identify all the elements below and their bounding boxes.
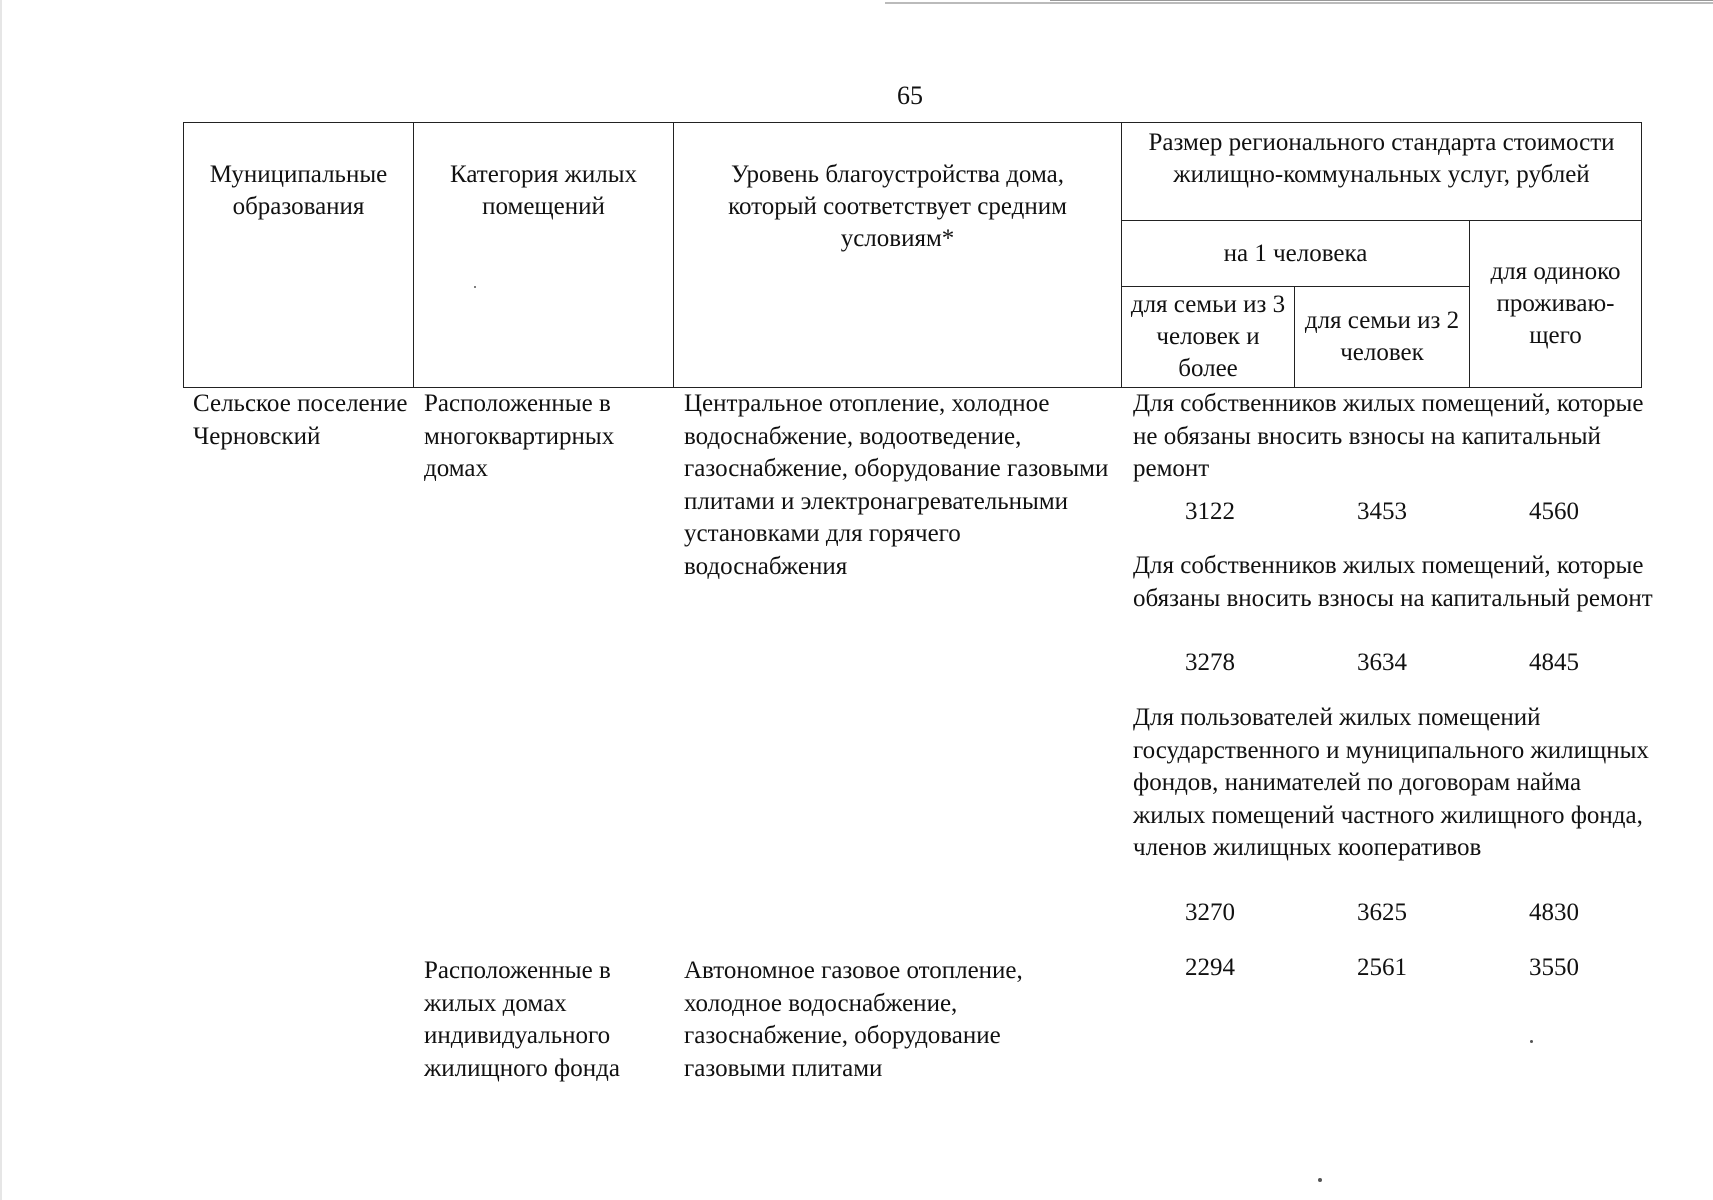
scan-speck [1318, 1178, 1322, 1182]
level-individual: Автономное газовое отопление, холодное водоснабжение, газоснабжение, оборудование газовыми плитами [684, 957, 1023, 1082]
group-1-value-family2: 3453 [1357, 498, 1407, 525]
municipality-name: Сельское поселение Черновский [193, 390, 408, 450]
group-3-value-single: 4830 [1529, 899, 1579, 926]
group-3-value-family2: 3625 [1357, 899, 1407, 926]
header-family3: для семьи из 3 человек и более [1122, 287, 1295, 388]
scan-top-edge-2 [1050, 0, 1713, 1]
table-header [183, 122, 1642, 388]
group-3-title: Для пользователей жилых помещений государственного и муниципального жилищных фондов, нанимателей по договорам найма жилых помещений частного жилищного фонда, членов жилищных кооперативов [1133, 704, 1649, 861]
group-1-value-family3: 3122 [1185, 498, 1235, 525]
category-apartment: Расположенные в многоквартирных домах [424, 390, 615, 482]
group-2-value-single: 4845 [1529, 649, 1579, 676]
group-1-title: Для собственников жилых помещений, которые не обязаны вносить взносы на капитальный ремонт [1133, 390, 1644, 482]
group-2-value-family3: 3278 [1185, 649, 1235, 676]
scan-top-edge [885, 2, 1713, 4]
scan-speck [1530, 1040, 1533, 1043]
header-level: Уровень благоустройства дома, который соответствует средним условиям* [674, 123, 1122, 388]
category-individual: Расположенные в жилых домах индивидуального жилищного фонда [424, 957, 620, 1082]
group-2-value-family2: 3634 [1357, 649, 1407, 676]
header-family2: для семьи из 2 человек [1295, 287, 1470, 388]
scan-speck [474, 286, 476, 288]
level-apartment: Центральное отопление, холодное водоснабжение, водоотведение, газоснабжение, оборудование газовыми плитами и электронагревательными установками для горячего водоснабжения [684, 390, 1109, 580]
group-2-title: Для собственников жилых помещений, которые обязаны вносить взносы на капитальный ремонт [1133, 552, 1653, 612]
group-1-value-single: 4560 [1529, 498, 1579, 525]
header-municipality: Муниципальные образования [184, 123, 414, 388]
individual-value-family2: 2561 [1357, 954, 1407, 981]
scan-left-edge [0, 0, 2, 1200]
individual-value-family3: 2294 [1185, 954, 1235, 981]
header-size-group: Размер регионального стандарта стоимости жилищно-коммунальных услуг, рублей [1122, 123, 1642, 221]
header-single: для одиноко проживаю-щего [1470, 221, 1642, 388]
header-category: Категория жилых помещений [414, 123, 674, 388]
individual-value-single: 3550 [1529, 954, 1579, 981]
header-per-person: на 1 человека [1122, 221, 1470, 287]
group-3-value-family3: 3270 [1185, 899, 1235, 926]
page-number: 65 [897, 81, 923, 110]
